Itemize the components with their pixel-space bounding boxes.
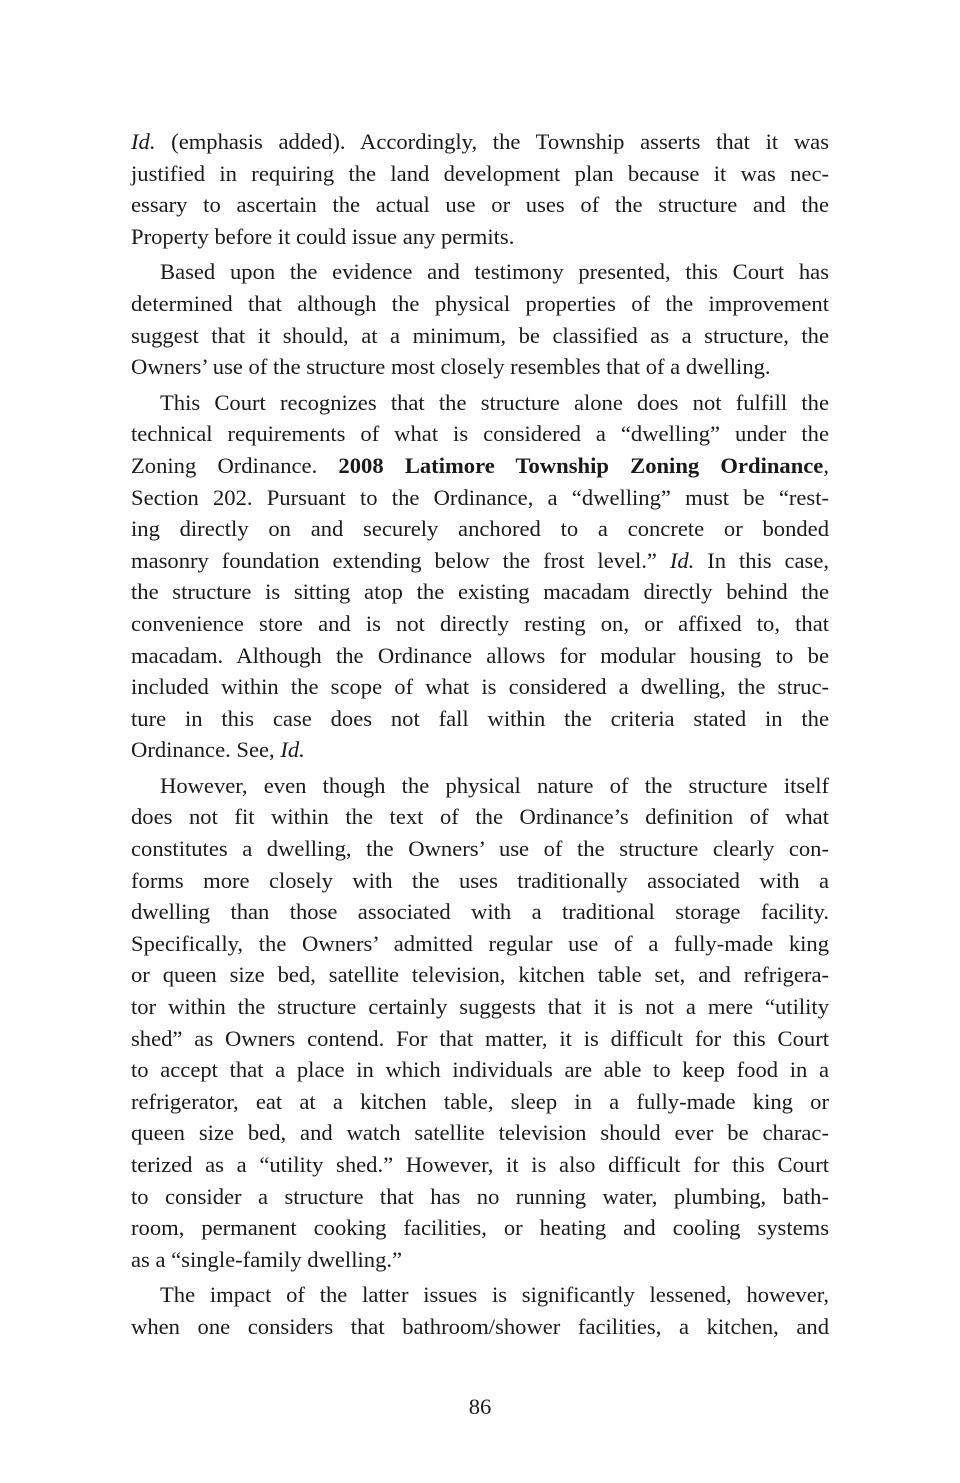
text-line [131, 1244, 829, 1276]
text-line [131, 189, 829, 221]
text-line [131, 1054, 829, 1086]
page-number: 86 [468, 1394, 492, 1419]
paragraph-2 [131, 256, 829, 382]
text-run: terized as a “utility shed.” However, it is also difficult for this Court [131, 1152, 829, 1177]
text-run: when one considers that bathroom/shower facilities, a kitchen, and [131, 1313, 829, 1339]
text-run: to accept that a place in which individuals are able to keep food in a [131, 1057, 829, 1083]
text-line [131, 1149, 829, 1181]
text-run: Section 202. Pursuant to the Ordinance, a “dwelling” must be “rest- [131, 484, 829, 510]
italic-citation: Id. [280, 737, 305, 763]
text-run: included within the scope of what is considered a dwelling, the struc- [131, 674, 829, 700]
text-line [131, 126, 829, 158]
text-run: ing directly on and securely anchored to a concrete or bonded [131, 516, 829, 542]
text-run: determined that although the physical properties of the improvement [131, 290, 829, 316]
text-line [131, 865, 829, 897]
text-line [131, 158, 829, 190]
text-line [131, 1023, 829, 1055]
text-run: tor within the structure certainly suggests that it is not a mere “utility [131, 994, 829, 1020]
text-run: essary to ascertain the actual use or uses of the structure and the [131, 192, 829, 218]
text-run: the structure is sitting atop the existing macadam directly behind the [131, 579, 829, 605]
text-run: constitutes a dwelling, the Owners’ use of the structure clearly con- [131, 836, 829, 862]
italic-citation: Id. [131, 129, 156, 154]
text-line [131, 545, 829, 577]
text-run: refrigerator, eat at a kitchen table, sleep in a fully-made king or [131, 1088, 829, 1114]
text-line [131, 288, 829, 320]
text-line [131, 1311, 829, 1343]
paragraph-4 [131, 770, 829, 1276]
text-line [131, 450, 829, 482]
text-line [131, 256, 829, 288]
text-run: ture in this case does not fall within the criteria stated in the [131, 705, 829, 731]
text-run: This Court recognizes that the structure alone does not fulfill the [160, 389, 829, 415]
text-run: , [823, 452, 829, 478]
text-line [131, 928, 829, 960]
text-run: macadam. Although the Ordinance allows for modular housing to be [131, 642, 829, 668]
text-run: shed” as Owners contend. For that matter, it is difficult for this Court [131, 1025, 829, 1051]
text-line [131, 576, 829, 608]
text-line [131, 320, 829, 352]
text-line [131, 640, 829, 672]
text-run: In this case, [694, 547, 830, 573]
text-line [131, 608, 829, 640]
italic-citation: Id. [669, 547, 695, 573]
text-run: does not fit within the text of the Ordinance’s definition of what [131, 804, 829, 830]
text-run: technical requirements of what is considered a “dwelling” under the [131, 421, 829, 447]
text-line [131, 896, 829, 928]
text-run: convenience store and is not directly resting on, or affixed to, that [131, 610, 829, 636]
text-run: (emphasis added). Accordingly, the Township asserts that it was [155, 129, 829, 154]
text-run: as a “single-family dwelling.” [131, 1246, 403, 1272]
text-line [131, 1117, 829, 1149]
text-line [131, 770, 829, 802]
paragraph-5 [131, 1279, 829, 1342]
text-run: to consider a structure that has no running water, plumbing, bath- [131, 1183, 829, 1209]
text-run: justified in requiring the land development plan because it was nec- [131, 160, 829, 186]
text-run: Based upon the evidence and testimony presented, this Court has [160, 259, 829, 285]
text-line [131, 351, 829, 383]
text-run: However, even though the physical nature of the structure itself [160, 772, 829, 798]
text-line [131, 418, 829, 450]
text-run: suggest that it should, at a minimum, be classified as a structure, the [131, 322, 829, 348]
text-run: Property before it could issue any permits. [131, 223, 515, 249]
text-line [131, 221, 829, 253]
text-run: queen size bed, and watch satellite television should ever be charac- [131, 1120, 829, 1146]
text-line [131, 671, 829, 703]
text-run: dwelling than those associated with a traditional storage facility. [131, 899, 829, 925]
bold-citation: 2008 Latimore Township Zoning Ordinance [338, 452, 824, 478]
text-line [131, 513, 829, 545]
text-line [131, 1181, 829, 1213]
text-run: Owners’ use of the structure most closely resembles that of a dwelling. [131, 354, 771, 380]
text-run: forms more closely with the uses traditionally associated with a [131, 867, 829, 893]
text-line [131, 1279, 829, 1311]
text-run: The impact of the latter issues is significantly lessened, however, [160, 1282, 829, 1308]
text-line [131, 482, 829, 514]
text-line [131, 1086, 829, 1118]
text-run: room, permanent cooking facilities, or heating and cooling systems [131, 1215, 829, 1241]
text-run: or queen size bed, satellite television, kitchen table set, and refrigera- [131, 962, 829, 988]
paragraph-1 [131, 126, 829, 252]
text-line [131, 833, 829, 865]
text-line [131, 959, 829, 991]
text-line [131, 801, 829, 833]
text-run: masonry foundation extending below the frost level.” [131, 547, 670, 573]
body-text-column [131, 126, 829, 1347]
text-line [131, 1212, 829, 1244]
text-run: Ordinance. See, [131, 737, 281, 763]
text-line [131, 703, 829, 735]
text-line [131, 734, 829, 766]
text-run: Specifically, the Owners’ admitted regular use of a fully-made king [131, 930, 829, 956]
paragraph-3 [131, 387, 829, 766]
text-line [131, 387, 829, 419]
text-run: Zoning Ordinance. [131, 452, 339, 478]
text-line [131, 991, 829, 1023]
